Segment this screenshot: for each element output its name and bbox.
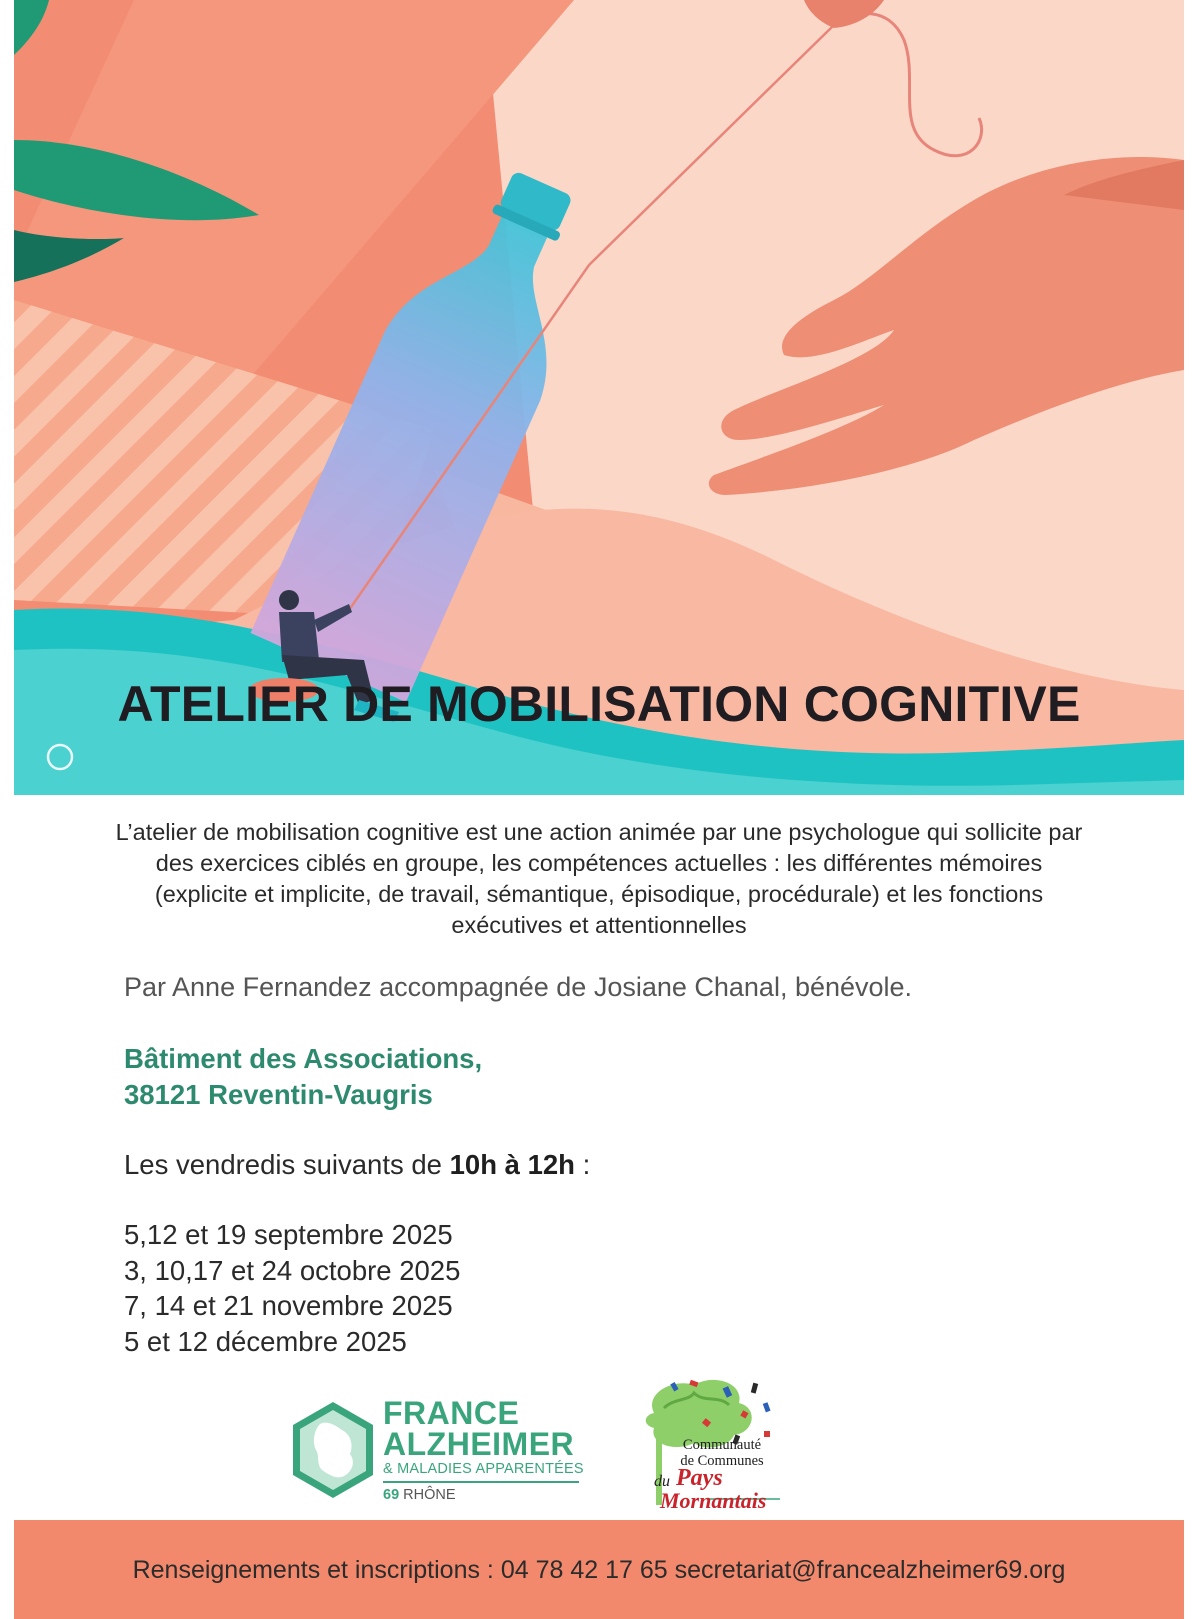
address-line-2: 38121 Reventin-Vaugris	[124, 1079, 433, 1110]
address-line-1: Bâtiment des Associations,	[124, 1043, 483, 1074]
author-line: Par Anne Fernandez accompagnée de Josiane Chanal, bénévole.	[124, 972, 913, 1002]
hexagon-map-icon	[290, 1400, 376, 1500]
date-item: 7, 14 et 21 novembre 2025	[124, 1290, 453, 1321]
ccpm-du: du	[654, 1473, 670, 1490]
schedule-suffix: :	[574, 1149, 591, 1180]
schedule-prefix: Les vendredis suivants de	[124, 1149, 450, 1180]
footer-banner	[14, 1520, 1184, 1619]
ccpm-line-1: Communauté	[682, 1437, 762, 1453]
schedule-line	[124, 1149, 590, 1181]
page-title: ATELIER DE MOBILISATION COGNITIVE	[117, 676, 1081, 732]
footer-contact: Renseignements et inscriptions : 04 78 42 17 65 secretariat@francealzheimer69.org	[132, 1556, 1066, 1584]
intro-paragraph: L’atelier de mobilisation cognitive est une action animée par une psychologue qui sollicite par des exercices ciblés en groupe, les compétences actuelles : les différentes mémoires (explicite et implicite, de travail, sémantique, épisodique, procédurale) et les fonctions exécutives et attentionnelles	[115, 819, 1083, 938]
flyer	[14, 0, 1184, 1619]
date-item: 5,12 et 19 septembre 2025	[124, 1219, 453, 1250]
date-item: 5 et 12 décembre 2025	[124, 1325, 407, 1357]
fa-dept-number: 69	[383, 1486, 400, 1503]
france-alzheimer-logo	[290, 1395, 610, 1508]
fa-line-1: FRANCE	[383, 1395, 520, 1431]
fa-line-4	[383, 1487, 584, 1503]
fa-dept-name: RHÔNE	[399, 1486, 456, 1503]
hero-illustration	[14, 0, 1184, 795]
fa-line-3: & MALADIES APPARENTÉES	[383, 1461, 584, 1477]
ccpm-mornantais: Mornantais	[660, 1488, 767, 1513]
ccpm-logo	[634, 1373, 784, 1518]
ccpm-line-2: de Communes	[680, 1453, 764, 1469]
address	[124, 1041, 482, 1113]
schedule-hours: 10h à 12h	[449, 1149, 575, 1180]
fa-rule	[383, 1481, 579, 1483]
fa-line-2: ALZHEIMER	[383, 1426, 575, 1462]
ccpm-pays: Pays	[676, 1465, 723, 1491]
dates-list	[124, 1217, 460, 1359]
date-item: 3, 10,17 et 24 octobre 2025	[124, 1254, 461, 1286]
